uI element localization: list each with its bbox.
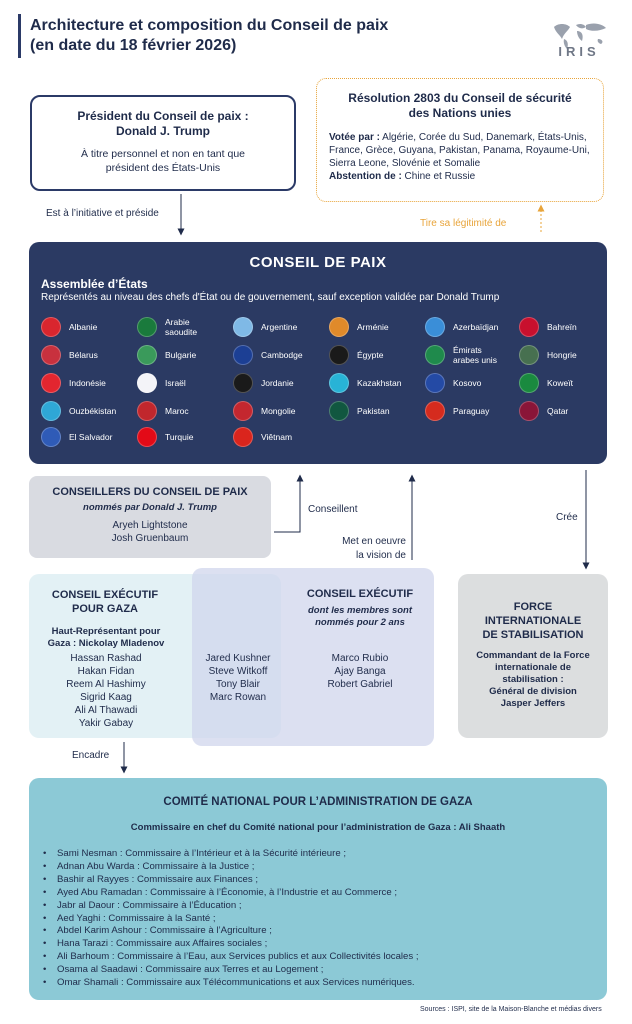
- list-item: • Jabr al Daour : Commissaire à l’Éducation ;: [43, 900, 599, 913]
- national-committee-title: COMITÉ NATIONAL POUR L’ADMINISTRATION DE GAZA: [163, 796, 473, 808]
- title-line-1: Architecture et composition du Conseil de paix: [30, 17, 389, 34]
- country-name: Cambodge: [261, 350, 303, 360]
- resolution-abstention: [329, 170, 591, 183]
- advisors-subtitle: nommés par Donald J. Trump: [83, 502, 217, 513]
- executive-board-title: CONSEIL EXÉCUTIF: [306, 588, 414, 600]
- country-name: Émirats arabes unis: [453, 345, 497, 365]
- stabilization-force-commander: [464, 650, 602, 710]
- country-name: Bulgarie: [165, 350, 197, 360]
- list-item: • Osama al Saadawi : Commissaire aux Terres et au Logement ;: [43, 964, 599, 977]
- label-initiative: Est à l’initiative et préside: [46, 208, 159, 219]
- resolution-box: [316, 78, 604, 202]
- flag-icon: [137, 317, 157, 337]
- gaza-exec-title-line-2: POUR GAZA: [72, 603, 138, 615]
- assembly-title: Assemblée d’États: [41, 277, 148, 291]
- list-item: • Omar Shamali : Commissaire aux Télécommunications et aux Services numériques.: [43, 977, 599, 990]
- country-item: [425, 316, 498, 338]
- country-item: [329, 372, 401, 394]
- gaza-exec-title-line-1: CONSEIL EXÉCUTIF: [51, 589, 159, 601]
- label-legitimacy: Tire sa légitimité de: [420, 218, 507, 229]
- abstention-value: Chine et Russie: [401, 171, 476, 182]
- resolution-title: [329, 91, 591, 121]
- list-item: • Bashir al Rayyes : Commissaire aux Finances ;: [43, 874, 599, 887]
- country-name: Égypte: [357, 350, 384, 360]
- country-item: [137, 372, 186, 394]
- title-line-2: (en date du 18 février 2026): [30, 37, 237, 54]
- country-name: Kazakhstan: [357, 378, 402, 388]
- country-item: [425, 372, 481, 394]
- flag-icon: [233, 401, 253, 421]
- member-item: Jared Kushner: [205, 653, 271, 664]
- flag-icon: [425, 345, 445, 365]
- flag-icon: [41, 373, 61, 393]
- list-item: • Hana Tarazi : Commissaire aux Affaires sociales ;: [43, 938, 599, 951]
- country-item: [519, 372, 573, 394]
- country-name: Argentine: [261, 322, 298, 332]
- country-item: [233, 426, 292, 448]
- country-item: [519, 316, 577, 338]
- flag-icon: [233, 427, 253, 447]
- board-of-peace-title: CONSEIL DE PAIX: [249, 254, 387, 271]
- advisor-item: Aryeh Lightstone: [112, 520, 188, 531]
- country-item: [137, 344, 196, 366]
- list-item: • Abdel Karim Ashour : Commissaire à l’Agriculture ;: [43, 925, 599, 938]
- gaza-executive-title: [36, 588, 174, 616]
- country-item: [519, 344, 577, 366]
- flag-icon: [233, 345, 253, 365]
- country-name: Bahreïn: [547, 322, 577, 332]
- board-of-peace-box: [29, 242, 607, 464]
- label-vision: [326, 535, 406, 563]
- list-item: • Sami Nesman : Commissaire à l’Intérieur et à la Sécurité intérieure ;: [43, 848, 599, 861]
- executive-board-members: [288, 652, 432, 691]
- resolution-title-line-2: des Nations unies: [408, 106, 512, 120]
- president-note-line-2: président des États-Unis: [105, 162, 221, 174]
- country-item: [233, 344, 303, 366]
- isf-title-line-3: DE STABILISATION: [482, 629, 584, 641]
- resolution-votes: [329, 131, 591, 170]
- advisors-title: CONSEILLERS DU CONSEIL DE PAIX: [52, 486, 248, 498]
- flag-icon: [41, 317, 61, 337]
- country-item: [519, 400, 568, 422]
- gaza-executive-members: [36, 652, 176, 730]
- country-item: [41, 426, 112, 448]
- stabilization-force-title: [464, 600, 602, 642]
- sources-note: Sources : ISPI, site de la Maison-Blanche et médias divers: [420, 1006, 602, 1013]
- exec-sub-line-1: dont les membres sont: [308, 605, 412, 616]
- country-name: Viêtnam: [261, 432, 293, 442]
- assembly-subtitle: Représentés au niveau des chefs d'État ou de gouvernement, sauf exception validée par Donald Trump: [41, 292, 500, 303]
- country-item: [137, 316, 221, 338]
- flag-icon: [41, 345, 61, 365]
- country-name: Qatar: [547, 406, 569, 416]
- member-item: Steve Witkoff: [208, 666, 268, 677]
- member-item: Robert Gabriel: [327, 679, 393, 690]
- isf-cmd-line-2: internationale de: [494, 662, 571, 673]
- country-item: [329, 344, 383, 366]
- advisor-item: Josh Gruenbaum: [111, 533, 189, 544]
- logo-text: IRIS: [558, 44, 600, 59]
- country-item: [329, 400, 390, 422]
- country-name: El Salvador: [69, 432, 113, 442]
- country-name: Bélarus: [69, 350, 98, 360]
- list-item: • Aed Yaghi : Commissaire à la Santé ;: [43, 913, 599, 926]
- president-name: Donald J. Trump: [115, 124, 210, 138]
- country-name: Arabie saoudite: [165, 317, 198, 337]
- list-item: • Ali Barhoum : Commissaire à l’Eau, aux Services publics et aux Collectivités locales ;: [43, 951, 599, 964]
- country-name: Hongrie: [547, 350, 577, 360]
- gaza-high-representative: [36, 626, 176, 650]
- national-committee-head: Commissaire en chef du Comité national pour l’administration de Gaza : Ali Shaath: [130, 822, 506, 833]
- flag-icon: [329, 317, 349, 337]
- isf-cmd-line-3: stabilisation :: [502, 674, 564, 685]
- country-item: [425, 344, 509, 366]
- country-name: Israël: [165, 378, 186, 388]
- country-item: [233, 372, 294, 394]
- member-item: Reem Al Hashimy: [66, 679, 146, 690]
- member-item: Ajay Banga: [334, 666, 386, 677]
- flag-icon: [519, 373, 539, 393]
- country-name: Koweït: [547, 378, 573, 388]
- member-item: Tony Blair: [216, 679, 260, 690]
- president-title: [42, 109, 284, 139]
- flag-icon: [329, 345, 349, 365]
- exec-sub-line-2: nommés pour 2 ans: [315, 617, 405, 628]
- stabilization-force-box: [458, 574, 608, 738]
- country-name: Pakistan: [357, 406, 390, 416]
- country-name: Azerbaïdjan: [453, 322, 499, 332]
- country-name: Arménie: [357, 322, 389, 332]
- member-item: Yakir Gabay: [78, 718, 134, 729]
- flag-icon: [425, 401, 445, 421]
- flag-icon: [41, 427, 61, 447]
- country-item: [41, 316, 97, 338]
- country-name: Maroc: [165, 406, 189, 416]
- country-name: Mongolie: [261, 406, 296, 416]
- member-item: Marc Rowan: [209, 692, 267, 703]
- page-title: [30, 16, 510, 56]
- country-name: Kosovo: [453, 378, 482, 388]
- president-title-line-1: Président du Conseil de paix :: [77, 109, 249, 123]
- country-name: Paraguay: [453, 406, 490, 416]
- gaza-hr-line-1: Haut-Représentant pour: [51, 626, 161, 637]
- country-name: Ouzbékistan: [69, 406, 117, 416]
- label-vision-line-1: Met en oeuvre: [342, 536, 406, 547]
- executive-board-subtitle: [288, 605, 432, 629]
- flag-icon: [519, 345, 539, 365]
- president-note-line-1: À titre personnel et non en tant que: [80, 148, 246, 160]
- country-name: Albanie: [69, 322, 98, 332]
- label-cree: Crée: [556, 512, 578, 523]
- country-item: [137, 400, 189, 422]
- member-item: Hakan Fidan: [77, 666, 135, 677]
- flag-icon: [137, 427, 157, 447]
- label-vision-line-2: la vision de: [355, 550, 406, 561]
- flag-icon: [137, 345, 157, 365]
- member-item: Hassan Rashad: [70, 653, 142, 664]
- arrow-advisors-to-board: [274, 478, 300, 532]
- member-item: Sigrid Kaag: [80, 692, 132, 703]
- flag-icon: [137, 401, 157, 421]
- advisor-list: [37, 519, 263, 545]
- resolution-title-line-1: Résolution 2803 du Conseil de sécurité: [348, 91, 572, 105]
- isf-cmd-line-4: Général de division: [489, 686, 577, 697]
- title-accent-bar: [18, 14, 21, 58]
- label-conseillent: Conseillent: [308, 504, 358, 515]
- gaza-hr-line-2: Gaza : Nickolay Mladenov: [47, 638, 165, 649]
- president-box: [30, 95, 296, 191]
- country-item: [329, 316, 389, 338]
- country-item: [137, 426, 194, 448]
- abstention-label: Abstention de :: [329, 171, 402, 182]
- flag-icon: [329, 401, 349, 421]
- country-name: Jordanie: [261, 378, 294, 388]
- country-name: Indonésie: [69, 378, 106, 388]
- votes-value: Algérie, Corée du Sud, Danemark, États-Unis, France, Grèce, Guyana, Pakistan, Panama, Royaume-Uni, Sierra Leone, Slovénie et Somalie: [329, 132, 590, 169]
- advisors-box: [29, 476, 271, 558]
- isf-cmd-line-1: Commandant de la Force: [476, 650, 590, 661]
- commissioner-list: [43, 848, 599, 990]
- country-item: [233, 316, 297, 338]
- country-item: [425, 400, 489, 422]
- member-item: Marco Rubio: [331, 653, 389, 664]
- isf-cmd-line-5: Jasper Jeffers: [500, 698, 566, 709]
- country-name: Turquie: [165, 432, 194, 442]
- national-committee-box: [29, 778, 607, 1000]
- flag-icon: [329, 373, 349, 393]
- flag-icon: [519, 317, 539, 337]
- country-item: [41, 400, 116, 422]
- country-item: [41, 344, 98, 366]
- list-item: • Ayed Abu Ramadan : Commissaire à l’Économie, à l’Industrie et au Commerce ;: [43, 887, 599, 900]
- flag-icon: [519, 401, 539, 421]
- isf-title-line-2: INTERNATIONALE: [484, 615, 582, 627]
- member-item: Ali Al Thawadi: [74, 705, 138, 716]
- country-item: [41, 372, 106, 394]
- label-encadre: Encadre: [72, 750, 110, 761]
- flag-icon: [137, 373, 157, 393]
- president-note: [42, 147, 284, 175]
- isf-title-line-1: FORCE: [513, 601, 553, 613]
- flag-icon: [41, 401, 61, 421]
- shared-members: [194, 652, 282, 704]
- votes-label: Votée par :: [329, 132, 380, 143]
- country-item: [233, 400, 296, 422]
- flag-icon: [425, 317, 445, 337]
- flag-icon: [425, 373, 445, 393]
- list-item: • Adnan Abu Warda : Commissaire à la Justice ;: [43, 861, 599, 874]
- flag-icon: [233, 317, 253, 337]
- flag-icon: [233, 373, 253, 393]
